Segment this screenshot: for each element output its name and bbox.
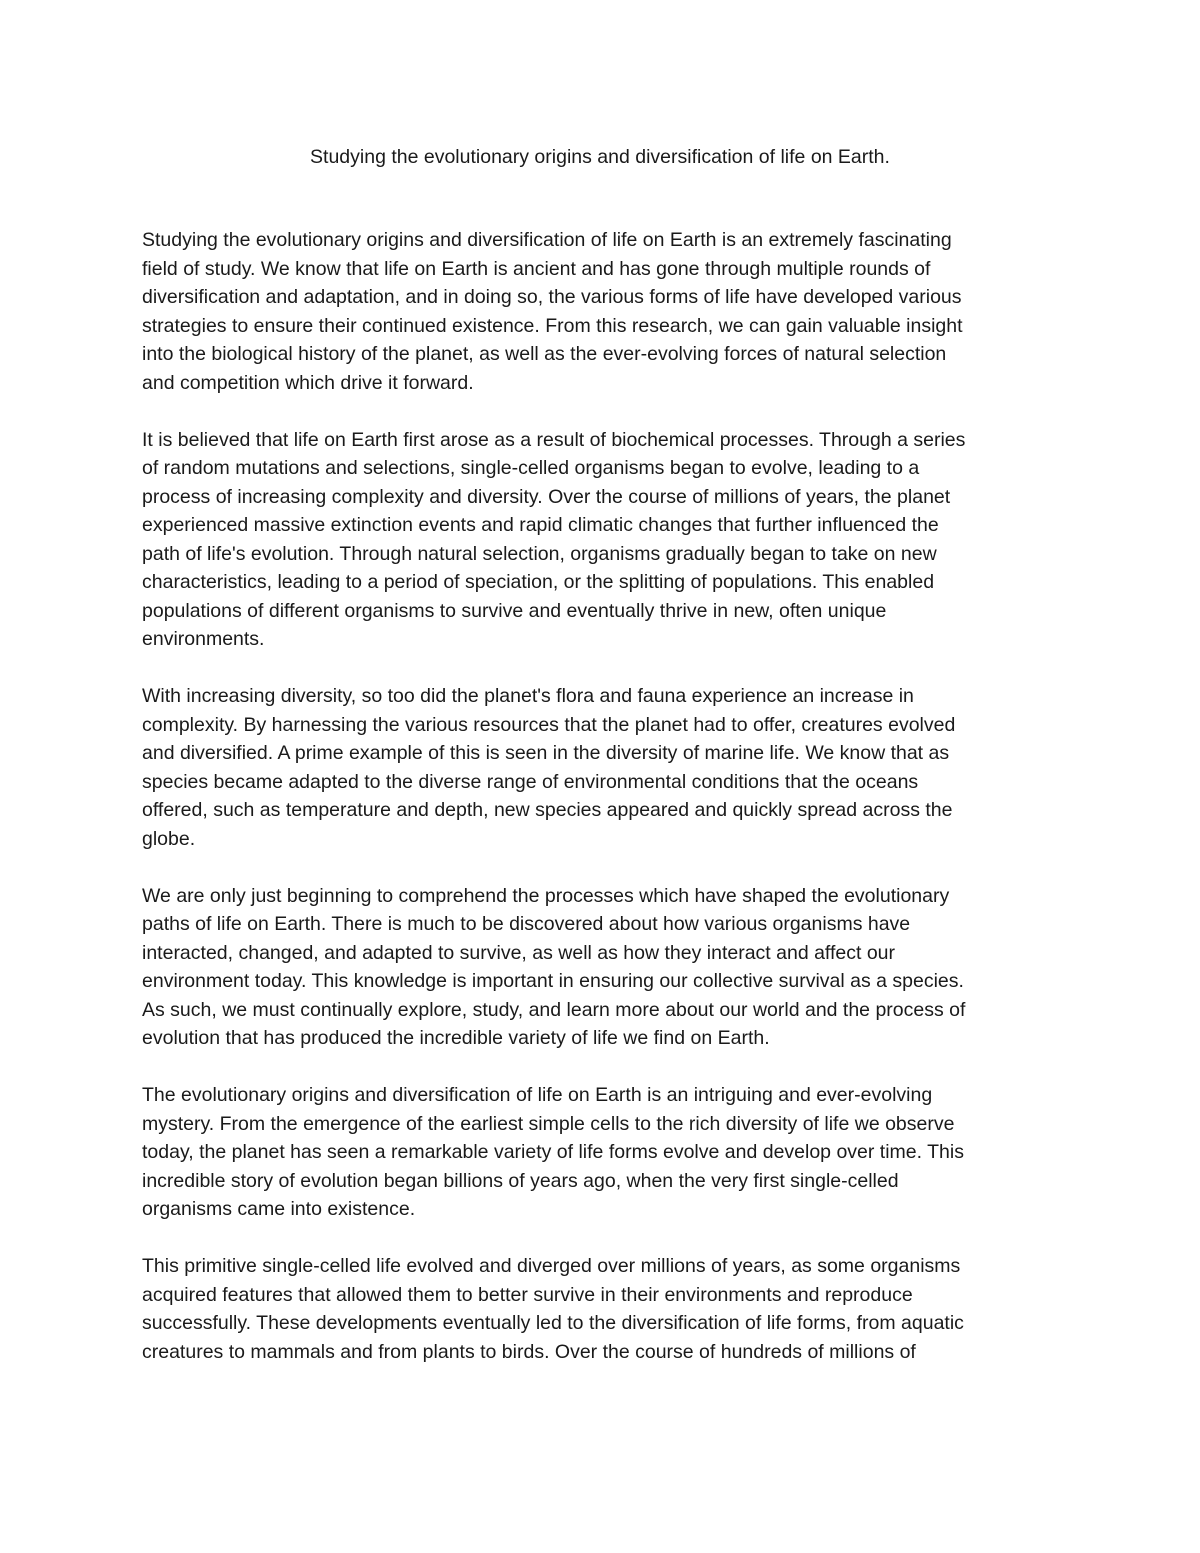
paragraph-line: of random mutations and selections, single-celled organisms began to evolve, leading to a	[142, 457, 920, 479]
paragraph	[142, 1252, 1082, 1366]
paragraph-line: paths of life on Earth. There is much to be discovered about how various organisms have	[142, 913, 911, 935]
paragraph-line: offered, such as temperature and depth, new species appeared and quickly spread across the	[142, 799, 953, 821]
paragraph-line: path of life's evolution. Through natural selection, organisms gradually began to take on new	[142, 542, 937, 565]
paragraph-line: creatures to mammals and from plants to birds. Over the course of hundreds of millions of	[142, 1340, 916, 1363]
paragraph-line: strategies to ensure their continued existence. From this research, we can gain valuable insight	[142, 314, 963, 337]
paragraph-line: environment today. This knowledge is important in ensuring our collective survival as a species.	[142, 970, 964, 992]
paragraph-line: and diversified. A prime example of this is seen in the diversity of marine life. We know that as	[142, 742, 950, 764]
paragraph-line: With increasing diversity, so too did the planet's flora and fauna experience an increase in	[142, 685, 914, 707]
document-body	[142, 226, 1082, 1395]
paragraph-line: species became adapted to the diverse range of environmental conditions that the oceans	[142, 770, 919, 793]
paragraph-line: This primitive single-celled life evolved and diverged over millions of years, as some organisms	[142, 1255, 961, 1277]
paragraph-line: and competition which drive it forward.	[142, 371, 474, 394]
paragraph	[142, 882, 1082, 1053]
paragraph-line: Studying the evolutionary origins and diversification of life on Earth is an extremely fascinating	[142, 229, 952, 251]
paragraph-line: diversification and adaptation, and in doing so, the various forms of life have developed various	[142, 286, 962, 308]
paragraph	[142, 426, 1082, 654]
paragraph-line: today, the planet has seen a remarkable variety of life forms evolve and develop over time. This	[142, 1141, 964, 1163]
paragraph-line: populations of different organisms to survive and eventually thrive in new, often unique	[142, 599, 887, 622]
paragraph	[142, 226, 1082, 397]
paragraph	[142, 682, 1082, 853]
paragraph-line: As such, we must continually explore, study, and learn more about our world and the process of	[142, 998, 966, 1021]
paragraph	[142, 1081, 1082, 1224]
document-title: Studying the evolutionary origins and diversification of life on Earth.	[310, 146, 890, 168]
paragraph-line: environments.	[142, 628, 265, 650]
paragraph-line: complexity. By harnessing the various resources that the planet had to offer, creatures evolved	[142, 713, 956, 736]
paragraph-line: field of study. We know that life on Earth is ancient and has gone through multiple rounds of	[142, 257, 931, 280]
paragraph-line: organisms came into existence.	[142, 1198, 416, 1220]
paragraph-line: incredible story of evolution began billions of years ago, when the very first single-celled	[142, 1169, 899, 1192]
paragraph-line: globe.	[142, 827, 196, 850]
paragraph-line: acquired features that allowed them to better survive in their environments and reproduce	[142, 1283, 913, 1306]
paragraph-line: mystery. From the emergence of the earliest simple cells to the rich diversity of life we observe	[142, 1112, 955, 1135]
paragraph-line: characteristics, leading to a period of speciation, or the splitting of populations. This enabled	[142, 571, 935, 593]
paragraph-line: successfully. These developments eventually led to the diversification of life forms, from aquatic	[142, 1312, 964, 1334]
paragraph-line: We are only just beginning to comprehend the processes which have shaped the evolutionary	[142, 884, 950, 907]
paragraph-line: process of increasing complexity and diversity. Over the course of millions of years, the planet	[142, 485, 951, 508]
paragraph-line: into the biological history of the planet, as well as the ever-evolving forces of natural selection	[142, 343, 947, 365]
paragraph-line: evolution that has produced the incredible variety of life we find on Earth.	[142, 1027, 770, 1049]
paragraph-line: The evolutionary origins and diversification of life on Earth is an intriguing and ever-evolving	[142, 1084, 933, 1106]
paragraph-line: interacted, changed, and adapted to survive, as well as how they interact and affect our	[142, 941, 896, 964]
paragraph-line: It is believed that life on Earth first arose as a result of biochemical processes. Through a series	[142, 428, 966, 451]
paragraph-line: experienced massive extinction events and rapid climatic changes that further influenced the	[142, 514, 939, 536]
